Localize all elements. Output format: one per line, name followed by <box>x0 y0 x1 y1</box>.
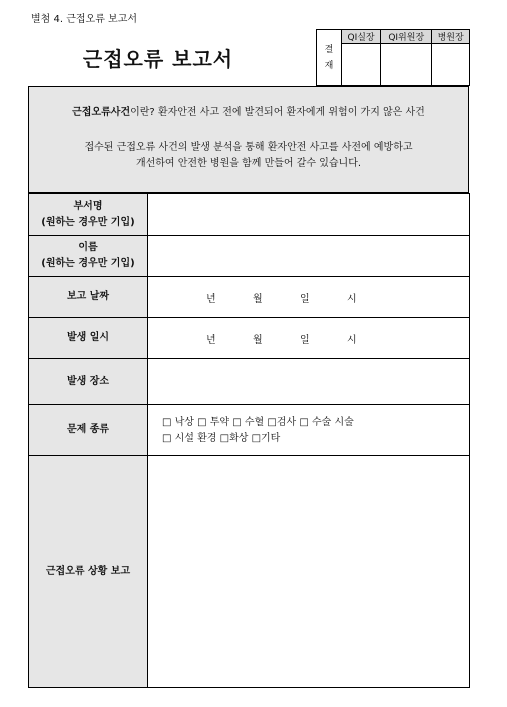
problem-type-label: 문제 종류 <box>29 405 148 456</box>
intro-box <box>28 86 469 193</box>
problem-options-line1[interactable]: □ 낙상 □ 투약 □ 수혈 □검사 □ 수술 시술 <box>162 417 354 428</box>
approval-sign-qi-chair[interactable] <box>381 44 432 86</box>
approval-header-qi-manager: QI실장 <box>342 30 381 44</box>
name-label: 이름 (원하는 경우만 기입) <box>29 236 148 277</box>
occur-date-label: 발생 일시 <box>29 318 148 359</box>
situation-label: 근접오류 상황 보고 <box>29 456 148 688</box>
report-form <box>28 193 470 688</box>
approval-label: 결 재 <box>317 30 342 86</box>
place-label: 발생 장소 <box>29 359 148 405</box>
dept-field[interactable] <box>148 194 470 236</box>
report-date-label: 보고 날짜 <box>29 277 148 318</box>
problem-options-line2[interactable]: □ 시설 환경 □화상 □기타 <box>162 433 281 444</box>
situation-field[interactable] <box>148 456 470 688</box>
page-title: 근접오류 보고서 <box>82 47 234 71</box>
document-caption: 별첨 4. 근접오류 보고서 <box>31 14 138 25</box>
problem-type-options[interactable] <box>148 405 470 456</box>
dept-label: 부서명 (원하는 경우만 기입) <box>29 194 148 236</box>
intro-definition: 근접오류사건이란? 환자안전 사고 전에 발견되어 환자에게 위험이 가지 않은 사건 <box>72 107 425 118</box>
header <box>28 29 470 86</box>
report-date-field[interactable]: 년 월 일 시 <box>148 277 470 318</box>
occur-date-field[interactable]: 년 월 일 시 <box>148 318 470 359</box>
approval-sign-qi-manager[interactable] <box>342 44 381 86</box>
approval-table <box>316 29 470 86</box>
approval-sign-director[interactable] <box>432 44 470 86</box>
intro-purpose-line2: 개선하여 안전한 병원을 함께 만들어 갈수 있습니다. <box>135 158 362 169</box>
name-field[interactable] <box>148 236 470 277</box>
place-field[interactable] <box>148 359 470 405</box>
approval-header-qi-chair: QI위원장 <box>381 30 432 44</box>
approval-header-director: 병원장 <box>432 30 470 44</box>
intro-purpose-line1: 접수된 근접오류 사건의 발생 분석을 통해 환자안전 사고를 사전에 예방하고 <box>84 142 413 153</box>
